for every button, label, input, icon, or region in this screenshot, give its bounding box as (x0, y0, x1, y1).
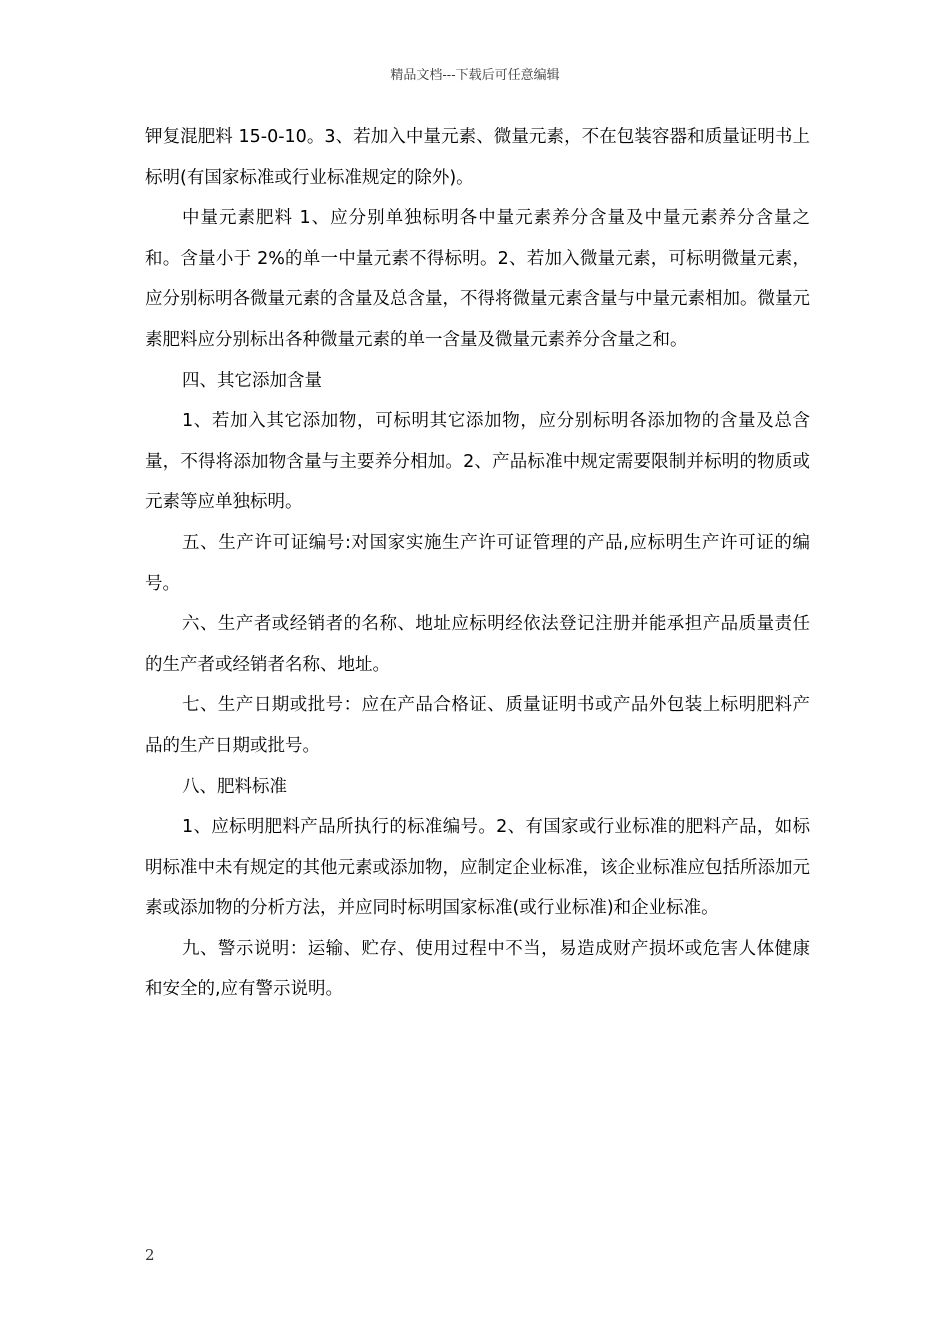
paragraph-production-date: 七、生产日期或批号：应在产品合格证、质量证明书或产品外包装上标明肥料产品的生产日期或批号。 (145, 695, 810, 756)
paragraph-production-license: 五、生产许可证编号:对国家实施生产许可证管理的产品,应标明生产许可证的编号。 (145, 532, 810, 594)
section-heading-other-additives: 四、其它添加含量 (182, 370, 322, 391)
document-body (145, 117, 810, 1010)
paragraph-continuation: 钾复混肥料 15-0-10。3、若加入中量元素、微量元素，不在包装容器和质量证明书上标明(有国家标准或行业标准规定的除外)。 (145, 127, 810, 188)
page-number: 2 (145, 1246, 155, 1264)
page-header: 精品文档---下载后可任意编辑 (390, 68, 560, 83)
paragraph-warning: 九、警示说明：运输、贮存、使用过程中不当，易造成财产损坏或危害人体健康和安全的,应有警示说明。 (145, 938, 810, 1000)
paragraph-producer-name-address: 六、生产者或经销者的名称、地址应标明经依法登记注册并能承担产品质量责任的生产者或经销者名称、地址。 (145, 614, 810, 675)
paragraph-other-additives: 1、若加入其它添加物，可标明其它添加物，应分别标明各添加物的含量及总含量，不得将添加物含量与主要养分相加。2、产品标准中规定需要限制并标明的物质或元素等应单独标明。 (145, 411, 810, 513)
section-heading-fertilizer-standard: 八、肥料标准 (182, 776, 287, 797)
paragraph-secondary-elements: 中量元素肥料 1、应分别单独标明各中量元素养分含量及中量元素养分含量之和。含量小于 2%的单一中量元素不得标明。2、若加入微量元素，可标明微量元素，应分别标明各微量元素的含量及总含量，不得将微量元素含量与中量元素相加。微量元素肥料应分别标出各种微量元素的单一含量及微量元素养分含量之和。 (145, 208, 810, 350)
paragraph-fertilizer-standard: 1、应标明肥料产品所执行的标准编号。2、有国家或行业标准的肥料产品，如标明标准中未有规定的其他元素或添加物，应制定企业标准，该企业标准应包括所添加元素或添加物的分析方法，并应同时标明国家标准(或行业标准)和企业标准。 (145, 817, 810, 919)
